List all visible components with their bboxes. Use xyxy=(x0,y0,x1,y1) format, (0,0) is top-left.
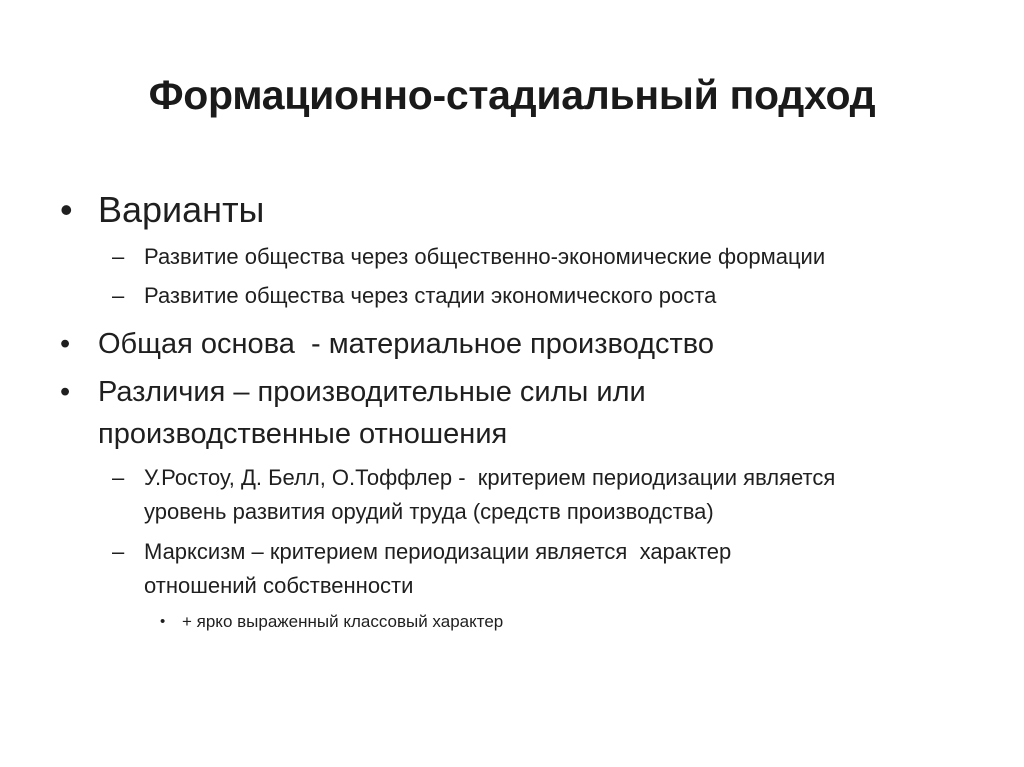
sub-item-text: Развитие общества через стадии экономического роста xyxy=(144,283,717,308)
sub-sub-item-text: + ярко выраженный классовый характер xyxy=(182,612,504,631)
bullet-text-line-1: Различия – производительные силы или xyxy=(98,376,646,408)
bullet-item-differences xyxy=(60,371,980,455)
bullet-text: Общая основа - материальное производство xyxy=(98,328,714,360)
dash-icon: – xyxy=(112,283,125,308)
sub-item-text-line-2: отношений собственности xyxy=(144,573,414,598)
sub-item-text: Развитие общества через общественно-экономические формации xyxy=(144,244,826,269)
sub-item xyxy=(60,279,980,313)
sub-item-text-line-1: У.Ростоу, Д. Белл, О.Тоффлер - критерием периодизации является xyxy=(144,465,836,490)
sub-item-text-line-2: уровень развития орудий труда (средств производства) xyxy=(144,499,714,524)
bullet-item-common-basis xyxy=(60,323,980,365)
bullet-icon: • xyxy=(60,376,71,408)
bullet-text-line-2: производственные отношения xyxy=(98,418,508,450)
dash-icon: – xyxy=(112,244,125,269)
dash-icon: – xyxy=(112,465,125,490)
slide-content xyxy=(60,185,980,635)
bullet-icon: • xyxy=(60,328,71,360)
bullet-icon: • xyxy=(160,613,166,630)
sub-sub-item xyxy=(60,609,980,635)
sub-item xyxy=(60,461,980,529)
sub-item xyxy=(60,535,980,603)
slide-title: Формационно-стадиальный подход xyxy=(148,72,876,118)
bullet-icon: • xyxy=(60,189,73,230)
sub-item-text-line-1: Марксизм – критерием периодизации является характер xyxy=(144,539,732,564)
sub-item xyxy=(60,240,980,274)
bullet-text: Варианты xyxy=(98,189,265,230)
dash-icon: – xyxy=(112,539,125,564)
bullet-item-variants xyxy=(60,185,980,235)
